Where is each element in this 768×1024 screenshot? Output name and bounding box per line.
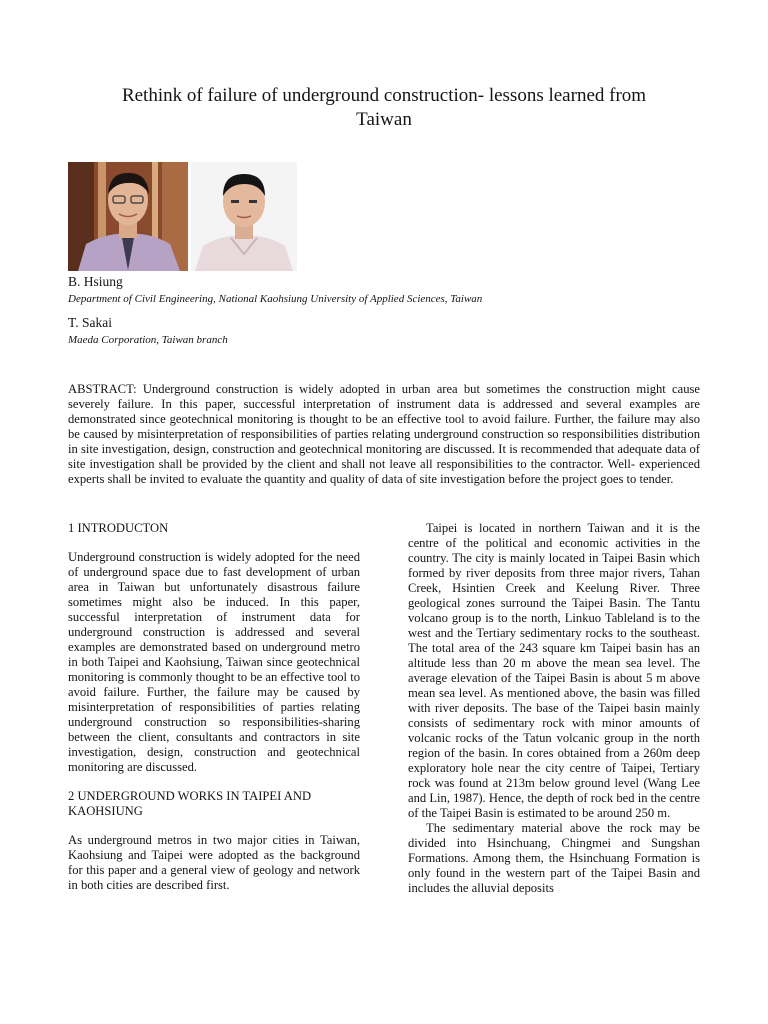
paragraph: Underground construction is widely adopted for the need of underground space due to fast development of urban area in Taiwan but unfortunately disastrous failure sometimes might also be induced. In this paper, successful interpretation of instrument data for underground construction is addressed and several examples are demonstrated based on underground metro in both Taipei and Kaohsiung, Taiwan since geotechnical monitoring is commonly thought to be an effective tool to avoid failure. Further, the failure may be caused by misinterpretation of responsibilities of parties relating underground construction so responsibilities-sharing between the client, consultants and contractors in site investigation, design, construction and geotechnical monitoring are discussed. [68, 550, 360, 774]
author-affiliation: Maeda Corporation, Taiwan branch [68, 334, 228, 346]
author-name: T. Sakai [68, 315, 112, 330]
paragraph: As underground metros in two major cities in Taiwan, Kaohsiung and Taipei were adopted as the background for this paper and a general view of geology and network in both cities are described first. [68, 833, 360, 892]
section-heading: 2 UNDERGROUND WORKS IN TAIPEI AND KAOHSIUNG [68, 789, 312, 818]
author-affiliation: Department of Civil Engineering, National Kaohsiung University of Applied Sciences, Taiwan [68, 293, 483, 305]
author-photo-hsiung [68, 162, 188, 271]
author-photo-sakai [191, 162, 297, 271]
paragraph: Taipei is located in northern Taiwan and it is the centre of the political and economic activities in the country. The city is mainly located in Taipei Basin which formed by river deposits from three major rivers, Tahan Creek, Hsintien Creek and Keelung River. Three geological zones surround the Taipei Basin. The Tantu volcano group is to the north, Linkuo Tableland is to the west and the Tertiary sedimentary rocks to the southeast. The total area of the 243 square km Taipei basin has an altitude less than 20 m above the mean sea level. The average elevation of the Taipei Basin is about 5 m above mean sea level. As mentioned above, the basin was filled with river deposits. The base of the Taipei basin mainly consists of sedimentary rock with minor amounts of volcanic rocks of the Tatun volcanic group in the north region of the basin. In cores obtained from a 260m deep exploratory hole near the city centre of Taipei, Tertiary rock was found at 213m below ground level (Wang Lee and Lin, 1987). Hence, the depth of rock bed in the centre of the Taipei Basin is estimated to be around 250 m. [408, 521, 700, 820]
abstract: ABSTRACT: Underground construction is widely adopted in urban area but sometimes the construction might cause severely failure. In this paper, successful interpretation of instrument data is addressed and several examples are demonstrated since geotechnical monitoring is thought to be an effective tool to avoid failure. Further, the failure may also be caused by misinterpretation of responsibilities of parties relating underground construction so responsibilities distribution in site investigation, design, construction and geotechnical monitoring are discussed. It is recommended that adequate data of site investigation shall be provided by the client and shall not leave all responsibilities to the contractor. Well- experienced experts shall be invited to evaluate the quantity and quality of data of site investigation before the project goes to tender. [68, 382, 700, 486]
section-heading: 1 INTRODUCTON [68, 521, 169, 535]
paper-title: Rethink of failure of underground construction- lessons learned from Taiwan [121, 85, 647, 130]
left-column [68, 521, 360, 907]
paragraph: The sedimentary material above the rock may be divided into Hsinchuang, Chingmei and Sungshan Formations. Among them, the Hsinchuang Formation is only found in the western part of the Taipei Basin and includes the alluvial deposits [408, 821, 700, 895]
right-column [408, 521, 700, 896]
author-name: B. Hsiung [68, 274, 123, 289]
